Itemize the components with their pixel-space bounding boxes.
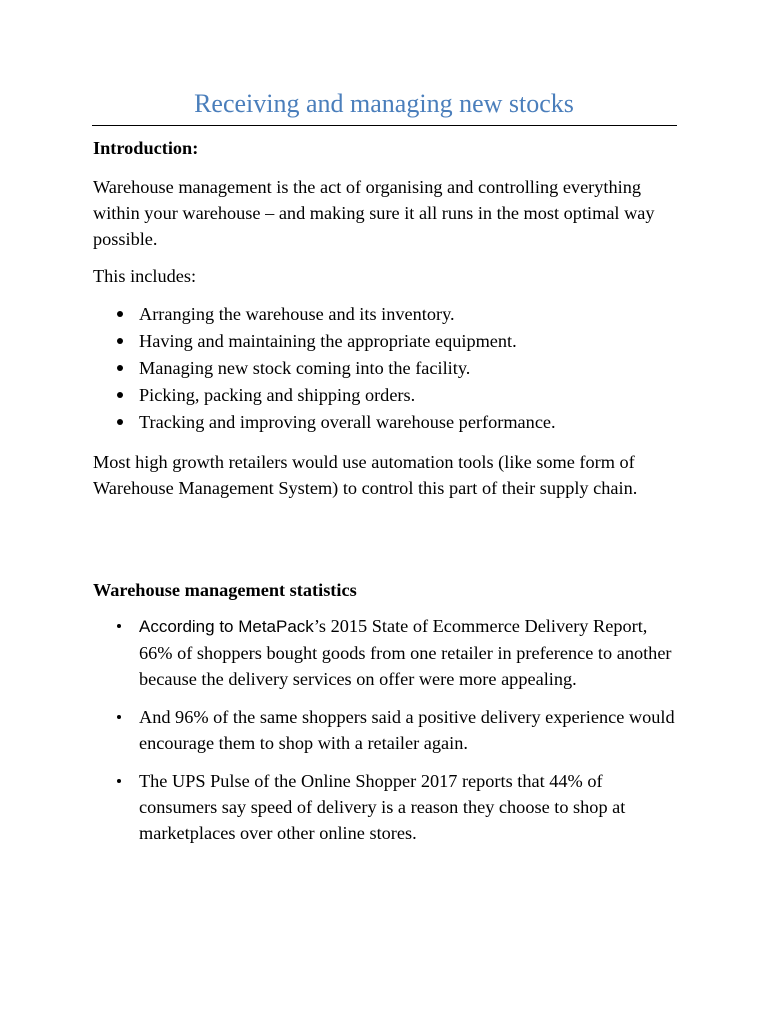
list-item: Having and maintaining the appropriate equipment. bbox=[93, 328, 693, 355]
list-item: Arranging the warehouse and its inventory. bbox=[93, 301, 693, 328]
list-item: Managing new stock coming into the facility. bbox=[93, 355, 693, 382]
list-item: Picking, packing and shipping orders. bbox=[93, 382, 693, 409]
title-divider bbox=[92, 125, 677, 126]
includes-list bbox=[93, 301, 693, 436]
page-title: Receiving and managing new stocks bbox=[194, 89, 574, 118]
metapack-reference: According to MetaPack bbox=[139, 617, 314, 636]
closing-paragraph: Most high growth retailers would use automation tools (like some form of Warehouse Management System) to control this part of their supply chain. bbox=[93, 452, 638, 498]
statistics-list bbox=[93, 613, 683, 858]
bullet-icon bbox=[117, 311, 123, 317]
bullet-icon bbox=[117, 338, 123, 344]
list-item: And 96% of the same shoppers said a positive delivery experience would encourage them to shop with a retailer again. bbox=[93, 704, 683, 756]
bullet-icon bbox=[117, 715, 121, 719]
intro-heading: Introduction: bbox=[93, 138, 199, 158]
statistics-heading: Warehouse management statistics bbox=[93, 580, 357, 600]
bullet-icon bbox=[117, 624, 121, 628]
list-item: The UPS Pulse of the Online Shopper 2017 reports that 44% of consumers say speed of delivery is a reason they choose to shop at marketplaces over other online stores. bbox=[93, 768, 683, 846]
list-item: According to MetaPack’s 2015 State of Ecommerce Delivery Report, 66% of shoppers bought goods from one retailer in preference to another because the delivery services on offer were more appealing. bbox=[93, 613, 683, 692]
intro-paragraph: Warehouse management is the act of organising and controlling everything within your warehouse – and making sure it all runs in the most optimal way possible. bbox=[93, 177, 655, 249]
bullet-icon bbox=[117, 392, 123, 398]
list-item: Tracking and improving overall warehouse performance. bbox=[93, 409, 693, 436]
includes-label: This includes: bbox=[93, 266, 197, 286]
bullet-icon bbox=[117, 365, 123, 371]
bullet-icon bbox=[117, 419, 123, 425]
bullet-icon bbox=[117, 779, 121, 783]
